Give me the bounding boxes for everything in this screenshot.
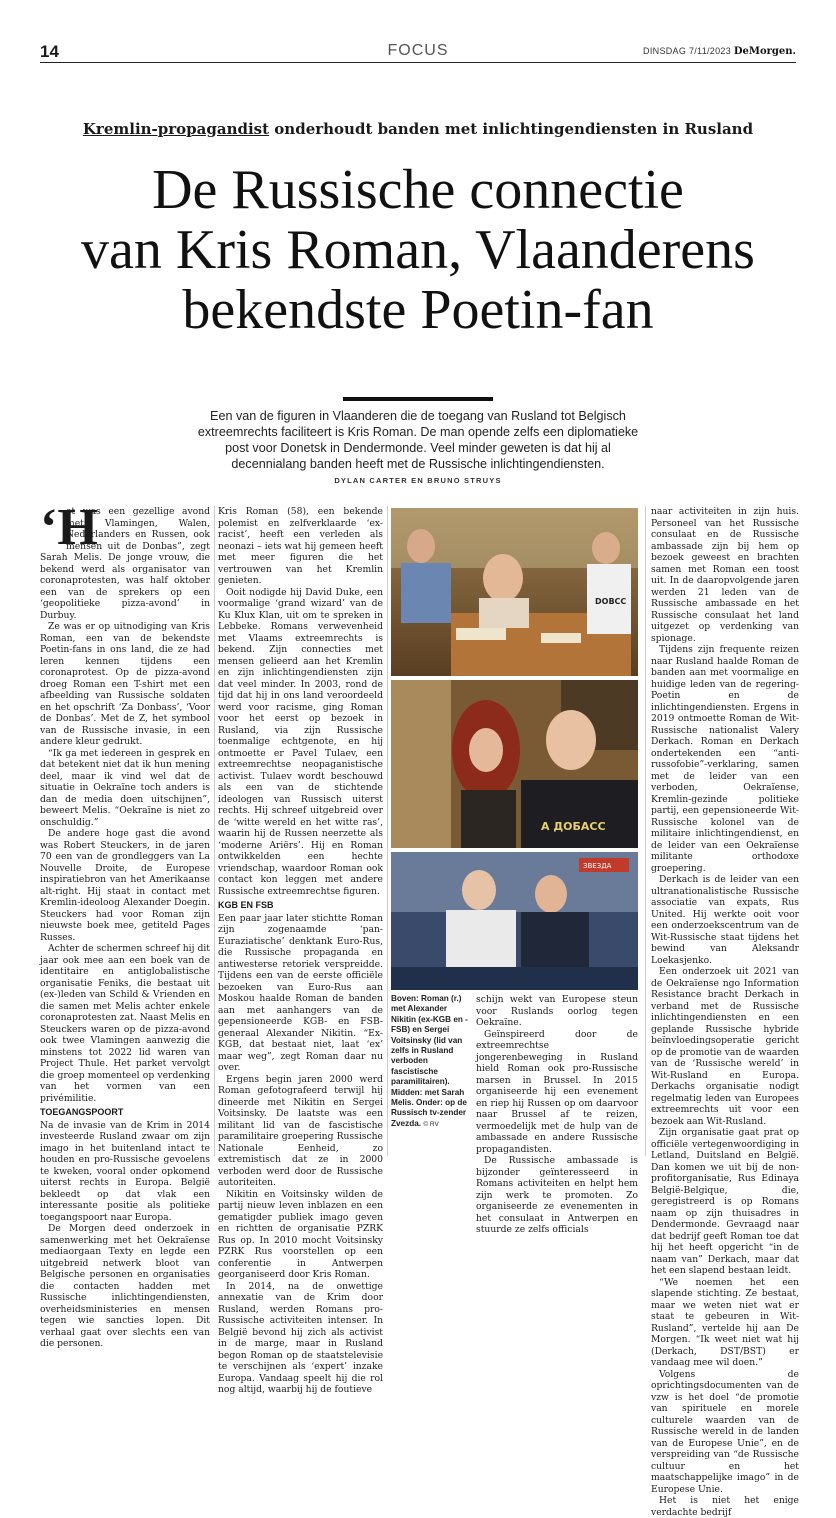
photo-dinner: [391, 508, 638, 676]
article-paragraph: et was een gezellige avond met Vlamingen, Walen, Nederlanders en Russen, ook mensen uit de Donbas”, zegt Sarah Melis. De jonge vrouw, die bekend werd als organisator van coronaprotesten, was half oktober een van de sprekers op een ‘geopolitieke pizza-avond’ in Durbuy.: [40, 506, 210, 621]
headline-line-1: De Russische connectie: [152, 159, 684, 221]
article-column-3: [476, 994, 638, 1236]
column-divider: [214, 506, 215, 1156]
article-paragraph: Een paar jaar later stichtte Roman zijn zogenaamde ‘pan-Euraziatische’ denktank Euro-Rus, die Russische propaganda en antiwesterse retoriek verspreidde. Tijdens een van de eerste officiële bezoeken van Euro-Rus aan Moskou haalde Roman de banden aan met aanhangers van de gepensioneerde KGB- en FSB-generaal Alexander Nikitin. “Ex-KGB, dat bestaat niet, laat ‘ex’ maar weg”, zegt Roman daar nu over.: [218, 912, 383, 1073]
column-1-body: [40, 506, 210, 1104]
article-paragraph: In 2014, na de onwettige annexatie van de Krim door Rusland, werden Romans pro-Russische activiteiten intenser. In België bevond hij zich als activist in de marge, maar in Rusland begon Roman op de staatstelevisie te verschijnen als ‘expert’ inzake Europa. Vandaag speelt hij die rol nog altijd, waarbij hij de foutieve: [218, 1280, 383, 1395]
page-number: 14: [40, 42, 59, 61]
shirt-text-2: А ДОБАСС: [541, 820, 606, 833]
subheading-kgb-fsb: KGB EN FSB: [218, 900, 274, 910]
photo-zvezda: [391, 852, 638, 990]
article-paragraph: De Morgen deed onderzoek in samenwerking met het Oekraïense mediaorgaan Texty en legde een uitgebreid netwerk bloot van Belgische personen en organisaties die contacten hadden met Russische inlichtingendiensten, overheidsministeries en mensen tegen wie sancties lopen. Dit verhaal gaat over slechts een van die personen.: [40, 1223, 210, 1349]
headline: [30, 160, 806, 340]
byline: DYLAN CARTER EN BRUNO STRUYS: [334, 476, 502, 485]
article-paragraph: Derkach is de leider van een ultranationalistische Russische associatie van expats, Rus United. Hij werkte ooit voor een onderzoekscentrum van de Wit-Russische staat tijdens het bewind van Aleksandr Loekasjenko.: [651, 874, 799, 966]
subheading-toegangspoort: TOEGANGSPOORT: [40, 1107, 124, 1117]
article-paragraph: Na de invasie van de Krim in 2014 investeerde Rusland zwaar om zijn imago in het buitenland intact te houden en pro-Russische gevoelens te kweken, vooral onder opkomend uiterst rechts in Europa. België bekleedt op dat vlak een interessante positie als politieke toegangspoort naar Europa.: [40, 1119, 210, 1223]
article-paragraph: Volgens de oprichtingsdocumenten van de vzw is het doel “de promotie van spirituele en morele culturele waarden van de Russische wereld in de landen van de Europese Unie”, en de verspreiding van “de Russische cultuur en het maatschappelijke imago” in de Europese Unie.: [651, 1368, 799, 1495]
article-paragraph: “Ik ga met iedereen in gesprek en dat betekent niet dat ik hun mening deel, maar ik vind wel dat de situatie in Oekraïne toch anders is dan de media doen uitschijnen”, beweert Melis. “Oekraïne is niet zo onschuldig.”: [40, 747, 210, 828]
column-divider: [645, 506, 646, 1156]
caption-text: Boven: Roman (r.) met Alexander Nikitin (ex-KGB en -FSB) en Sergei Voitsinsky (lid van zelfs in Rusland verboden fascistische paramilitairen). Midden: met Sarah Melis. Onder: op de Russisch tv-zender Zvezda.: [391, 994, 468, 1128]
photo-caption: [391, 994, 469, 1130]
headline-line-3: bekendste Poetin-fan: [182, 279, 654, 341]
article-paragraph: Zijn organisatie gaat prat op officiële vertegenwoordiging in Letland, Duitsland en België. Dan komen we uit bij de non-profitorganisatie, Rus Edinaya België-Belgique, die, geregistreerd is op Romans naam op zijn thuisadres in Dendermonde. Gevraagd naar dat bedrijf geeft Roman toe dat hij het heeft opgericht “in de naam van” Derkach, maar dat het een slapend bestaan leidt.: [651, 1127, 799, 1276]
photo-dinner-image: [391, 508, 638, 676]
section-label: FOCUS: [387, 42, 449, 59]
article-column-4: [651, 506, 799, 1518]
column-divider: [387, 506, 388, 1156]
article-paragraph: Het is niet het enige verdachte bedrijf: [651, 1495, 799, 1518]
article-column-1: [40, 506, 210, 1350]
photo-melis: [391, 680, 638, 848]
article-paragraph: “We noemen het een slapende stichting. Ze bestaat, maar we weten niet wat er staat te gebeuren in Wit-Rusland”, vertelde hij aan De Morgen. “Ik weet niet wat hij (Derkach, DST/BST) er vandaag mee wil doen.”: [651, 1276, 799, 1368]
article-paragraph: De Russische ambassade is bijzonder geïnteresseerd in Romans activiteiten en helpt hem zijn werk te promoten. Zo organiseerde ze evenementen in het consulaat in Antwerpen en stuurde ze zelfs officials: [476, 1155, 638, 1235]
article-paragraph: Ergens begin jaren 2000 werd Roman gefotografeerd terwijl hij dineerde met Nikitin en Sergei Voitsinsky. De laatste was een militant lid van de fascistische paramilitaire groepering Russische Nationale Eenheid, zo extremistisch dat ze in 2000 verboden werd door de Russische autoriteiten.: [218, 1073, 383, 1188]
kicker-underlined: Kremlin-propagandist: [82, 120, 270, 138]
article-paragraph: Tijdens zijn frequente reizen naar Rusland haalde Roman de banden aan met voormalige en huidige leden van de regering-Poetin en de inlichtingendiensten. Ergens in 2019 ontmoette Roman de Wit-Russische nationalist Valery Derkach. Roman en Derkach ondertekenden een “anti-russofobie”-verklaring, samen met de leider van een verboden, Oekraïense, Kremlin-gezinde politieke partij, een gepensioneerde Wit-Russische kolonel van de militaire inlichtingendienst, en de leider van een Oekraïense militante orthodoxe groepering.: [651, 644, 799, 874]
article-paragraph: Ooit nodigde hij David Duke, een voormalige ‘grand wizard’ van de Ku Klux Klan, uit om te spreken in Lebbeke. Romans verwevenheid met Vlaams extreemrechts is bekend. Zijn connecties met mensen gelieerd aan het Kremlin en zijn inlichtingendiensten zijn dat veel minder. In 2003, rond de tijd dat hij in ons land veroordeeld werd voor racisme, ging Roman voor het eerst op bezoek in Rusland, via zijn Russische toenmalige echtgenote, en hij ontmoette er Pavel Tulaev, een extreemrechtse neopaganistische activist. Tulaev wordt beschouwd als een van de stichtende ideologen van Russisch uiterst rechts. Hij schreef uitgebreid over de ‘witte wereld en het witte ras’, waarin hij de Russen neerzette als ‘moderne Ariërs’. Hij en Roman ontwikkelden een hechte vriendschap, waardoor Roman ook contact kon leggen met andere Russische extreemrechtse figuren.: [218, 586, 383, 897]
article-paragraph: schijn wekt van Europese steun voor Ruslands oorlog tegen Oekraïne.: [476, 994, 638, 1028]
article-paragraph: Achter de schermen schreef hij dit jaar ook mee aan een boek van de identitaire en antiglobalistische organisatie Feniks, die bestaat uit (ex-)leden van Schild & Vrienden en die samen met Melis achter enkele coronaprotesten zat. Naast Melis en Steuckers waren op de pizza-avond ook twee Vlamingen aanwezig die minstens tot 2022 lid waren van Project Thule. Het parket vervolgt die groep momenteel op verdenking van het vormen van een privémilitie.: [40, 943, 210, 1104]
article-paragraph: Geïnspireerd door de extreemrechtse jongerenbeweging in Rusland hield Roman ook pro-Russische marsen in Brussel. In 2015 organiseerde hij een evenement en riep hij Russen op om daarvoor naar Brussel af te reizen, vermoedelijk met de hulp van de ambassade en andere Russische propagandisten.: [476, 1028, 638, 1155]
caption-credit: © RV: [423, 1120, 439, 1128]
photo-melis-image: [391, 680, 638, 848]
drop-cap: ‘H: [40, 499, 98, 556]
article-paragraph: naar activiteiten in zijn huis. Personeel van het Russische consulaat en de Russische ambassade zijn bij hem op bezoek geweest en brachten samen met Roman een toost uit. In de daaropvolgende jaren werden 21 leden van de Russische ambassade en het Russische consulaat het land uitgezet op verdenking van spionage.: [651, 506, 799, 644]
article-paragraph: De andere hoge gast die avond was Robert Steuckers, in de jaren 70 een van de grondleggers van La Nouvelle Droite, de Europese inspiratiebron van het Amerikaanse alt-right. Hij staat in contact met Kremlin-ideoloog Alexander Doegin. Steuckers had voor Roman zijn nieuwste boek mee, getiteld Pages Russes.: [40, 828, 210, 943]
headline-line-2: van Kris Roman, Vlaanderens: [81, 219, 755, 281]
kicker: [0, 120, 836, 138]
intro-paragraph: Een van de figuren in Vlaanderen die de toegang van Rusland tot Belgisch extreemrechts faciliteert is Kris Roman. De man opende zelfs een diplomatieke post voor Donetsk in Dendermonde. Veel minder geweten is dat hij al decennialang banden heeft met de Russische inlichtingendiensten.: [197, 409, 639, 471]
photo-zvezda-image: [391, 852, 638, 990]
drop-cap-spacer: [40, 506, 66, 550]
header-rule: [40, 62, 796, 63]
article-paragraph: Kris Roman (58), een bekende polemist en zelfverklaarde ‘ex-racist’, heeft een verleden als neonazi – iets wat hij gemeen heeft met meer figuren die het vertrouwen van het Kremlin genieten.: [218, 506, 383, 586]
article-paragraph: Ze was er op uitnodiging van Kris Roman, een van de bekendste Poetin-fans in ons land, die ze had leren kennen tijdens een coronaprotest. Op de pizza-avond droeg Roman een T-shirt met een afbeelding van Russische soldaten en het opschrift ‘Za Donbass’, ‘Voor de Donbas’. Met de Z, het symbool van de Russische invasie, in een andere kleur gedrukt.: [40, 621, 210, 747]
article-column-2: [218, 506, 383, 1396]
article-paragraph: Een onderzoek uit 2021 van de Oekraïense ngo Information Resistance bracht Derkach in verband met de Russische inlichtingendiensten en een geplande Russische hybride beïnvloedingsoperatie gericht op de promotie van de waarden van de ‘Russische wereld’ in Wit-Rusland en Europa. Derkachs organisatie nodigt regelmatig leden van Europees extreemrechts uit voor een bezoek aan Wit-Rusland.: [651, 966, 799, 1127]
issue-date: DINSDAG 7/11/2023: [643, 46, 732, 56]
column-3-body: [476, 994, 638, 1236]
column-2-body: [218, 506, 383, 897]
column-1-body-b: [40, 1120, 210, 1350]
column-2-body-b: [218, 913, 383, 1396]
brand-logo: DeMorgen.: [733, 46, 796, 57]
kicker-rest: onderhoudt banden met inlichtingendiensten in Rusland: [274, 120, 754, 138]
date-brand: [643, 46, 796, 57]
column-4-body: [651, 506, 799, 1518]
article-paragraph: Nikitin en Voitsinsky wilden de partij nieuw leven inblazen en een gematigder publiek imago geven en richtten de organisatie PZRK Rus op. In 2010 mocht Voitsinsky PZRK Rus voorstellen op een conferentie in Antwerpen georganiseerd door Kris Roman.: [218, 1188, 383, 1280]
shirt-text: DOBCC: [595, 597, 627, 606]
tv-logo: ЗВЕЗДА: [583, 862, 612, 870]
intro-bar: [343, 397, 493, 401]
